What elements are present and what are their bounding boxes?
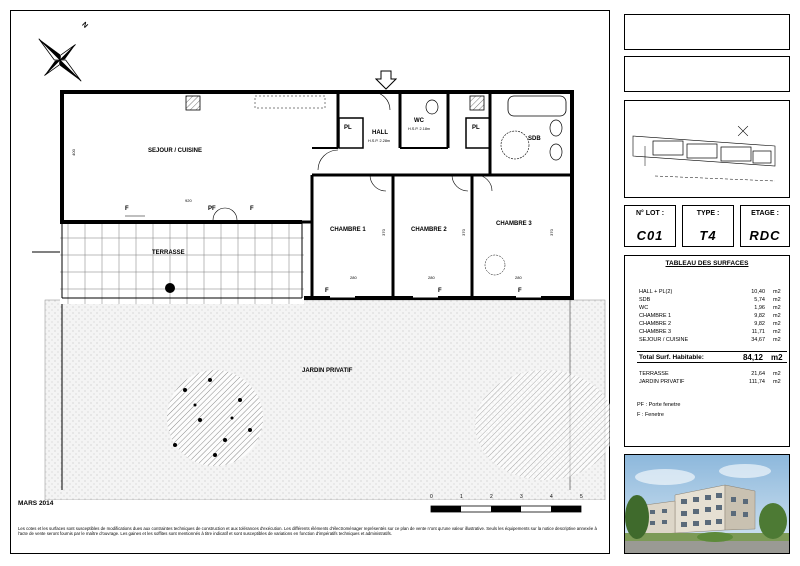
mark-f-2: F (250, 206, 254, 212)
dim-370-3: 370 (548, 229, 554, 236)
scale-0: 0 (430, 494, 433, 500)
room-chambre-1: CHAMBRE 1 (330, 227, 366, 233)
type-box (682, 205, 734, 247)
building-render-photo (624, 454, 790, 554)
mark-f-4: F (438, 288, 442, 294)
surface-extra-row: TERRASSE 21,64 m2 (639, 371, 781, 377)
etage-label: ETAGE : (751, 210, 779, 217)
scale-1: 1 (460, 494, 463, 500)
dim-370-2: 370 (460, 229, 466, 236)
legend-pf: PF : Porte fenetre (637, 402, 681, 408)
surface-row: WC 1,96 m2 (639, 305, 781, 311)
disclaimer-text: Les cotes et les surfaces sont susceptibles de modifications dues aux contraintes techniques de construction et aux tolérances d'exécution. Les différents éléments d'électroménager représentés sur ce plan de vente n'ont qu'une valeur illustrative. Seuls les équipements sur la notice descriptive annexée à l'acte de vente seront fournis par le maître d'ouvrage. Les gaines et les soffites sont mentionnés à titre indicatif et sont susceptibles de variations en fonction d'impératifs techniques et administratifs. (18, 526, 597, 537)
room-chambre-2: CHAMBRE 2 (411, 227, 447, 233)
dim-280-2: 280 (428, 275, 435, 280)
room-wc: WC (414, 118, 424, 124)
type-label: TYPE : (696, 210, 720, 217)
room-wc-hsp: H.S.P. 2.18m (408, 127, 431, 131)
dim-280-3: 280 (515, 275, 522, 280)
dim-400: 400 (70, 149, 76, 156)
blank-box-1 (624, 14, 790, 50)
dim-920: 920 (185, 198, 192, 203)
room-sejour: SEJOUR / CUISINE (148, 148, 203, 154)
etage-value: RDC (749, 228, 781, 243)
room-hall: HALL (372, 130, 388, 136)
surface-total: Total Surf. Habitable: 84,12 m2 (637, 351, 787, 363)
compass-north-label: N (80, 21, 89, 30)
surface-row: SDB 5,74 m2 (639, 297, 781, 303)
surfaces-title: TABLEAU DES SURFACES (665, 260, 749, 267)
room-sdb: SDB (528, 136, 541, 142)
lot-label: N° LOT : (635, 210, 665, 217)
room-jardin: JARDIN PRIVATIF (302, 368, 353, 374)
surface-row: CHAMBRE 2 9,82 m2 (639, 321, 781, 327)
surface-row: CHAMBRE 1 9,82 m2 (639, 313, 781, 319)
blank-box-2 (624, 56, 790, 92)
mark-f-3: F (325, 288, 329, 294)
scale-4: 4 (550, 494, 553, 500)
bush-right (475, 370, 610, 480)
lot-value: C01 (636, 228, 664, 243)
room-pl-2: PL (472, 125, 480, 131)
surfaces-table (624, 255, 790, 447)
scale-bar (430, 504, 586, 514)
plan-date: MARS 2014 (18, 500, 54, 507)
surface-row: SEJOUR / CUISINE 34,67 m2 (639, 337, 781, 343)
legend-f: F : Fenetre (637, 412, 664, 418)
room-chambre-3: CHAMBRE 3 (496, 221, 532, 227)
bush-left (167, 370, 263, 466)
surface-row: CHAMBRE 3 11,71 m2 (639, 329, 781, 335)
dim-370-1: 370 (380, 229, 386, 236)
type-value: T4 (699, 228, 717, 243)
etage-box (740, 205, 790, 247)
site-map (624, 100, 790, 198)
scale-2: 2 (490, 494, 493, 500)
mark-f-5: F (518, 288, 522, 294)
mark-pf: PF (208, 206, 216, 212)
surface-extra-row: JARDIN PRIVATIF 111,74 m2 (639, 379, 781, 385)
dim-280-1: 280 (350, 275, 357, 280)
scale-5: 5 (580, 494, 583, 500)
mark-f-1: F (125, 206, 129, 212)
room-pl-1: PL (344, 125, 352, 131)
lot-box (624, 205, 676, 247)
scale-3: 3 (520, 494, 523, 500)
surface-row: HALL + PL(2) 10,40 m2 (639, 289, 781, 295)
room-hall-hsp: H.S.P. 2.28m (368, 139, 391, 143)
room-terrasse: TERRASSE (152, 250, 185, 256)
